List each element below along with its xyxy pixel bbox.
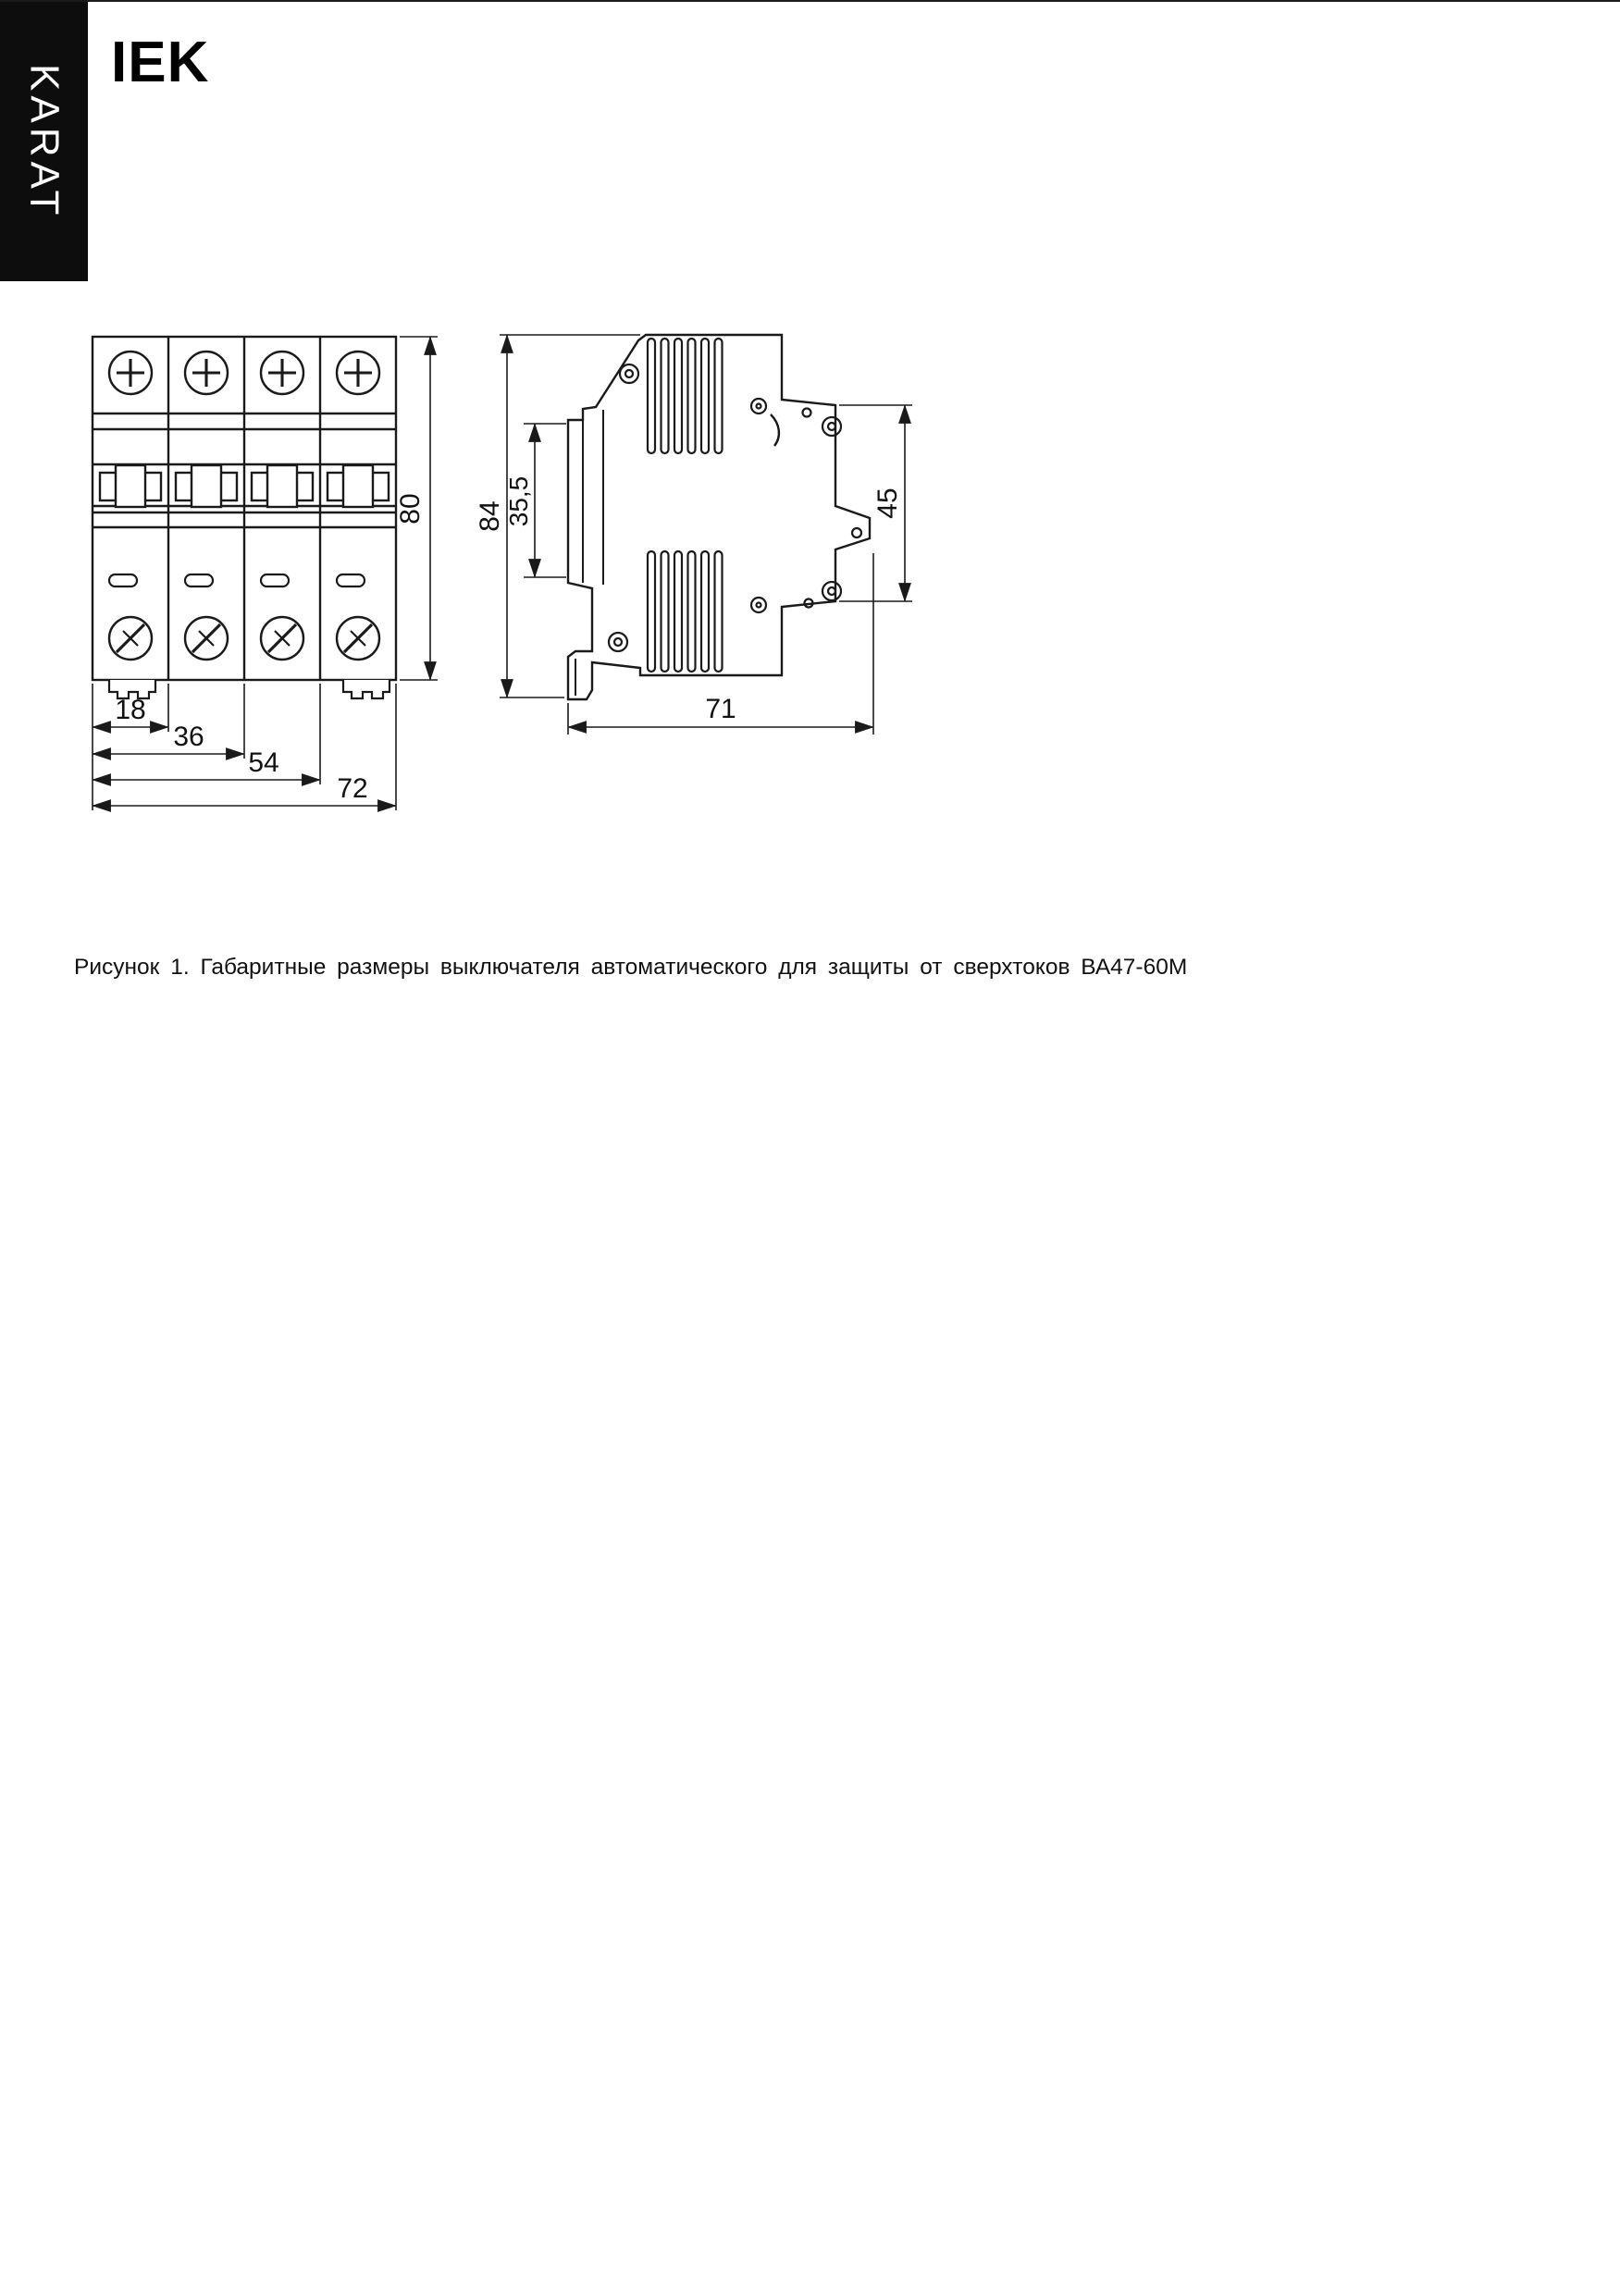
iek-logo: IEK <box>111 31 210 94</box>
dimensional-drawings <box>0 2 1620 881</box>
front-dim-w4: 72 <box>337 773 368 804</box>
front-dim-height: 80 <box>395 493 426 525</box>
front-view <box>93 337 396 698</box>
side-dim-front: 35,5 <box>504 475 533 527</box>
front-dim-w1: 18 <box>115 695 146 725</box>
side-dim-height: 84 <box>475 500 505 532</box>
side-dim-right: 45 <box>872 488 903 519</box>
series-banner-label: KARAT <box>21 63 68 220</box>
side-dim-depth: 71 <box>705 694 736 724</box>
side-view-outline <box>568 335 870 699</box>
side-view <box>568 335 870 699</box>
figure-caption: Рисунок 1. Габаритные размеры выключателя автоматического для защиты от сверхтоков ВА47-60М <box>74 955 1188 980</box>
front-dim-w3: 54 <box>248 747 279 778</box>
front-dim-w2: 36 <box>173 722 204 752</box>
front-din-clips <box>109 680 390 698</box>
front-view-body <box>93 337 396 680</box>
